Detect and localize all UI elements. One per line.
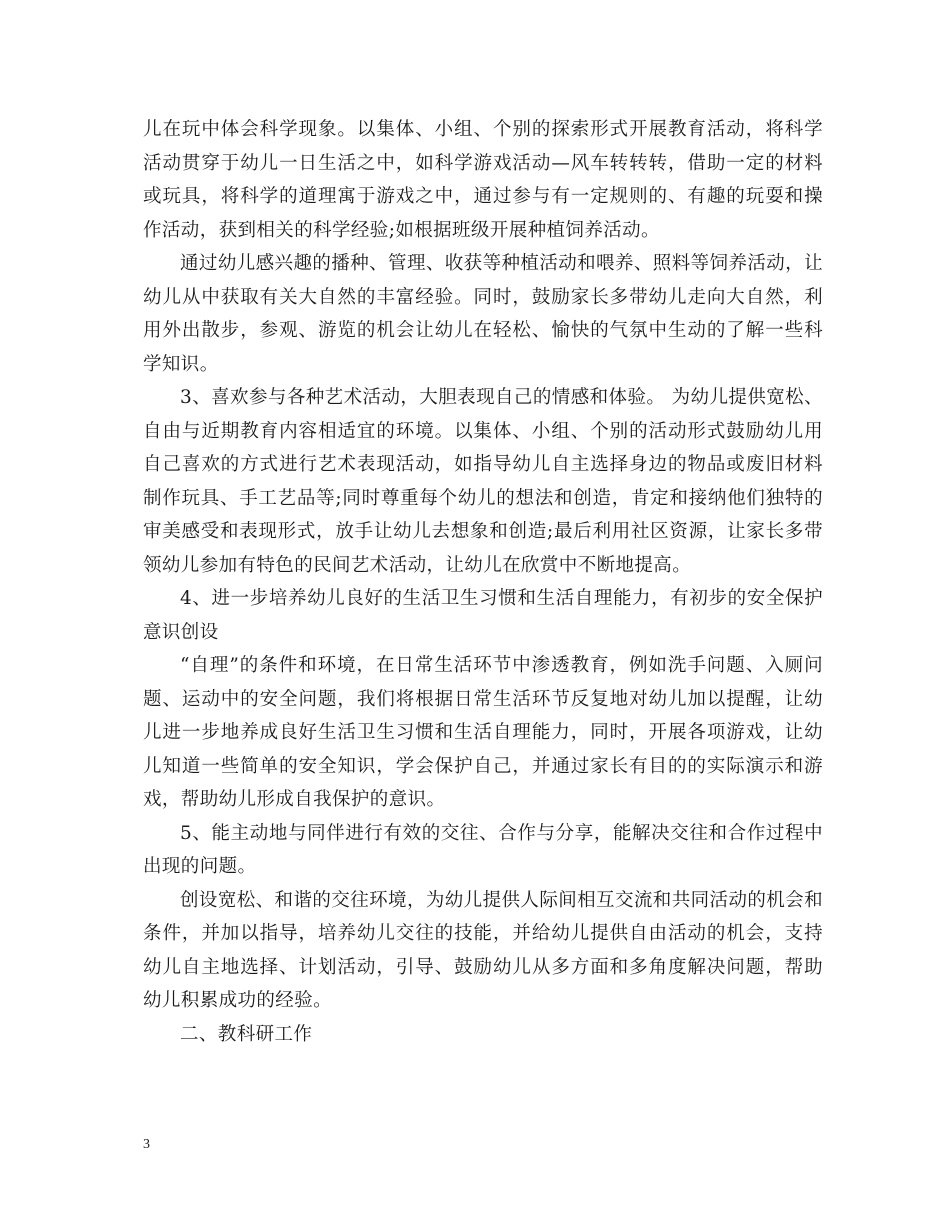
paragraph-self-care: “自理”的条件和环境，在日常生活环节中渗透教育，例如洗手问题、入厕问题、运动中的安全问题，我们将根据日常生活环节反复地对幼儿加以提醒，让幼儿进一步地养成良好生活卫生习惯和生活自理能力，同时，开展各项游戏，让幼儿知道一些简单的安全知识，学会保护自己，并通过家长有目的的实际演示和游戏，帮助幼儿形成自我保护的意识。 — [143, 655, 823, 810]
document-body — [143, 113, 823, 1051]
paragraph-continuation: 儿在玩中体会科学现象。以集体、小组、个别的探索形式开展教育活动，将科学活动贯穿于幼儿一日生活之中，如科学游戏活动—风车转转转，借助一定的材料或玩具，将科学的道理寓于游戏之中，通过参与有一定规则的、有趣的玩耍和操作活动，获到相关的科学经验;如根据班级开展种植饲养活动。 — [143, 119, 823, 241]
paragraph-peer-heading: 5、能主动地与同伴进行有效的交往、合作与分享，能解决交往和合作过程中出现的问题。 — [143, 822, 823, 877]
section-heading-research: 二、教科研工作 — [180, 1023, 313, 1045]
paragraph-hygiene-heading: 4、进一步培养幼儿良好的生活卫生习惯和生活自理能力，有初步的安全保护意识创设 — [143, 588, 823, 643]
paragraph-art-activities: 3、喜欢参与各种艺术活动，大胆表现自己的情感和体验。 为幼儿提供宽松、自由与近期教育内容相适宜的环境。以集体、小组、个别的活动形式鼓励幼儿用自己喜欢的方式进行艺术表现活动，如指导幼儿自主选择身边的物品或废旧材料制作玩具、手工艺品等;同时尊重每个幼儿的想法和创造，肯定和接纳他们独特的审美感受和表现形式，放手让幼儿去想象和创造;最后利用社区资源，让家长多带领幼儿参加有特色的民间艺术活动，让幼儿在欣赏中不断地提高。 — [143, 387, 823, 576]
paragraph-peer-environment: 创设宽松、和谐的交往环境，为幼儿提供人际间相互交流和共同活动的机会和条件，并加以指导，培养幼儿交往的技能，并给幼儿提供自由活动的机会，支持幼儿自主地选择、计划活动，引导、鼓励幼儿从多方面和多角度解决问题，帮助幼儿积累成功的经验。 — [143, 889, 823, 1011]
paragraph-nature-experience: 通过幼儿感兴趣的播种、管理、收获等种植活动和喂养、照料等饲养活动，让幼儿从中获取有关大自然的丰富经验。同时，鼓励家长多带幼儿走向大自然，利用外出散步，参观、游览的机会让幼儿在轻松、愉快的气氛中生动的了解一些科学知识。 — [143, 253, 823, 375]
page-number: 3 — [143, 1137, 150, 1152]
